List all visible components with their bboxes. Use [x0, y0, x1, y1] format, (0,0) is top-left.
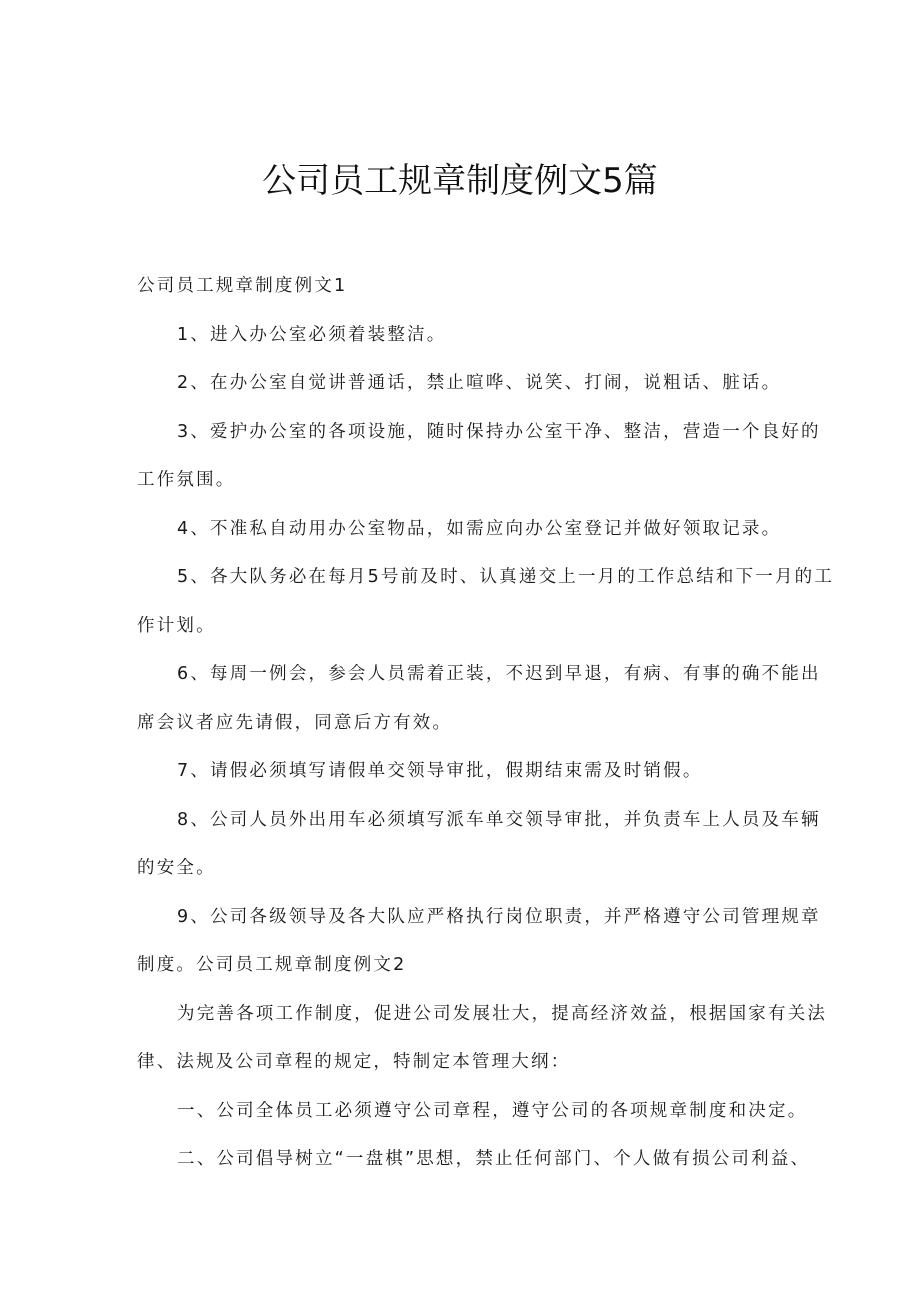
document-body: [137, 262, 835, 1184]
paragraph-line: 席会议者应先请假，同意后方有效。: [137, 712, 453, 733]
paragraph-line: 7、请假必须填写请假单交领导审批，假期结束需及时销假。: [177, 761, 703, 781]
paragraph-line: 制度。公司员工规章制度例文2: [137, 955, 407, 975]
paragraph-line: 为完善各项工作制度，促进公司发展壮大，提高经济效益，根据国家有关法: [177, 1003, 828, 1024]
section-heading: 公司员工规章制度例文1: [137, 276, 348, 296]
paragraph-line: 6、每周一例会，参会人员需着正装，不迟到早退，有病、有事的确不能出: [177, 664, 821, 684]
paragraph-line: 二、公司倡导树立“一盘棋”思想，禁止任何部门、个人做有损公司利益、: [177, 1149, 811, 1169]
paragraph-line: 3、爱护办公室的各项设施，随时保持办公室干净、整洁，营造一个良好的: [177, 421, 821, 442]
paragraph-line: 律、法规及公司章程的规定，特制定本管理大纲：: [137, 1052, 571, 1072]
paragraph-line: 4、不准私自动用办公室物品，如需应向办公室登记并做好领取记录。: [177, 518, 782, 539]
document-title: 公司员工规章制度例文5篇: [262, 161, 658, 201]
paragraph-line: 的安全。: [137, 858, 216, 878]
paragraph-line: 作计划。: [137, 615, 216, 636]
paragraph-line: 9、公司各级领导及各大队应严格执行岗位职责，并严格遵守公司管理规章: [177, 906, 821, 927]
paragraph-line: 5、各大队务必在每月5号前及时、认真递交上一月的工作总结和下一月的工: [177, 567, 835, 587]
paragraph-line: 工作氛围。: [137, 470, 236, 490]
paragraph-line: 1、进入办公室必须着装整洁。: [177, 324, 447, 345]
paragraph-line: 8、公司人员外出用车必须填写派车单交领导审批，并负责车上人员及车辆: [177, 809, 821, 830]
paragraph-line: 2、在办公室自觉讲普通话，禁止喧哗、说笑、打闹，说粗话、脏话。: [177, 373, 782, 393]
paragraph-line: 一、公司全体员工必须遵守公司章程，遵守公司的各项规章制度和决定。: [177, 1100, 808, 1121]
